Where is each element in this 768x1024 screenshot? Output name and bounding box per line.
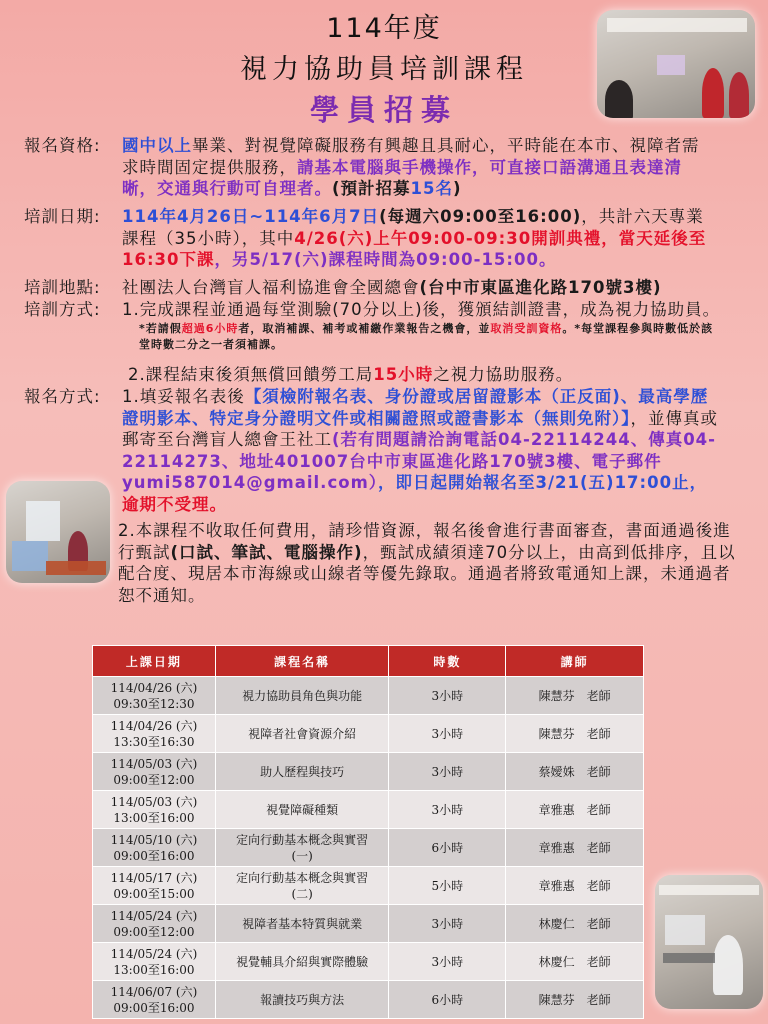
course-line: 助人歷程與技巧 <box>260 764 345 779</box>
dates-note: ，另5/17(六)課程時間為09:00-15:00。 <box>214 250 557 269</box>
dates-label: 培訓日期: <box>24 207 101 226</box>
time-line: 09:00至12:00 <box>113 924 195 939</box>
course-line: 視障者社會資源介紹 <box>248 726 357 741</box>
course-line: 定向行動基本概念與實習 <box>236 832 369 847</box>
cell-teacher: 章雅惠 老師 <box>506 867 644 905</box>
method-item-2-text: 2.課程結束後須無償回饋勞工局 <box>128 365 374 384</box>
page-title-recruit: 學員招募 <box>309 93 458 127</box>
apply-item-2 <box>118 520 743 606</box>
date-line: 114/05/24 (六) <box>110 946 198 961</box>
cell-hours: 3小時 <box>389 753 506 791</box>
dates-text: ，共計六天專業課程（35小時），其中 <box>122 207 704 248</box>
cell-hours: 3小時 <box>389 715 506 753</box>
course-line-2: (一) <box>291 848 313 863</box>
cell-teacher: 林慶仁 老師 <box>506 905 644 943</box>
time-line: 09:30至12:30 <box>113 696 195 711</box>
eligibility-quota-close: ) <box>453 179 462 198</box>
cell-date <box>93 943 216 981</box>
cell-date <box>93 829 216 867</box>
apply-contact[interactable]: (若有問題請洽詢電話04-22114244、傳真04-22114273、地址401007台中市東區進化路170號3樓、電子郵件yumi587014@gmail.com） <box>122 430 717 492</box>
table-row <box>93 677 644 715</box>
method-note-2: 者，取消補課、補考或補繳作業報告之機會，並 <box>238 321 491 335</box>
section-dates <box>24 206 714 271</box>
classroom-photo-bottom-right <box>655 875 763 1009</box>
method-item-1: 1.完成課程並通過每堂測驗(70分以上)後，獲頒結訓證書，成為視力協助員。 <box>122 300 721 319</box>
eligibility-label: 報名資格: <box>24 136 101 155</box>
apply-late: 逾期不受理。 <box>122 494 227 514</box>
time-line: 13:30至16:30 <box>113 734 195 749</box>
cell-teacher: 陳慧芬 老師 <box>506 981 644 1019</box>
location-label: 培訓地點: <box>24 278 101 297</box>
table-row <box>93 715 644 753</box>
apply-deadline: ，即日起開始報名至3/21(五)17:00止， <box>378 473 708 492</box>
apply-documents: 【須檢附報名表、身份證或居留證影本（正反面)、最高學歷證明影本、特定身分證明文件或相關證照或證書影本（無則免附）】 <box>122 387 709 428</box>
cell-teacher: 蔡嬡姝 老師 <box>506 753 644 791</box>
course-line: 視覺障礙種類 <box>266 802 339 817</box>
cell-course <box>215 791 389 829</box>
cell-course <box>215 905 389 943</box>
eligibility-text: 畢業、對視覺障礙服務有興趣且具耐心，平時能在本市、視障者需求時間固定提供服務， <box>122 136 700 177</box>
schedule-table <box>92 645 644 1019</box>
cell-hours: 3小時 <box>389 943 506 981</box>
time-line: 09:00至16:00 <box>113 1000 195 1015</box>
course-line: 定向行動基本概念與實習 <box>236 870 369 885</box>
method-item-2 <box>128 364 738 386</box>
cell-teacher: 陳慧芬 老師 <box>506 715 644 753</box>
date-line: 114/04/26 (六) <box>110 680 198 695</box>
cell-date <box>93 867 216 905</box>
method-note-3: 。*每堂課程參與時數低於該堂時數二分之一者須補課。 <box>139 321 714 351</box>
time-line: 13:00至16:00 <box>113 962 195 977</box>
table-row <box>93 753 644 791</box>
section-location <box>24 277 754 299</box>
time-line: 09:00至16:00 <box>113 848 195 863</box>
location-address: (台中市東區進化路170號3樓) <box>419 278 662 297</box>
page-title-course: 視力協助員培訓課程 <box>240 54 528 85</box>
date-line: 114/05/03 (六) <box>110 756 198 771</box>
method-item-2-end: 之視力協助服務。 <box>433 365 574 384</box>
cell-date <box>93 981 216 1019</box>
apply-item-2-end: ，甄試成績須達70分以上，由高到低排序，且以配合度、現居本市海線或山線者等優先錄取。通過者將致電通知上課，未通過者恕不通知。 <box>118 542 736 605</box>
section-eligibility <box>24 135 714 200</box>
method-note-1: *若請假 <box>139 321 182 335</box>
dates-range: 114年4月26日~114年6月7日 <box>122 207 380 226</box>
date-line: 114/05/10 (六) <box>110 832 198 847</box>
cell-date <box>93 791 216 829</box>
dates-opening: 4/26(六)上午09:00-09:30開訓典禮，當天延後至16:30下課 <box>122 228 707 269</box>
date-line: 114/05/03 (六) <box>110 794 198 809</box>
eligibility-skills: 請基本電腦與手機操作，可直接口語溝通且表達清晰，交通與行動可自理者。 <box>122 157 682 198</box>
table-row <box>93 791 644 829</box>
table-row <box>93 867 644 905</box>
date-line: 114/05/17 (六) <box>110 870 198 885</box>
course-line: 視覺輔具介紹與實際體驗 <box>236 954 369 969</box>
course-line-2: (二) <box>291 886 313 901</box>
table-row <box>93 829 644 867</box>
cell-course <box>215 867 389 905</box>
eligibility-education: 國中以上 <box>122 136 192 155</box>
cell-hours: 3小時 <box>389 677 506 715</box>
cell-course <box>215 829 389 867</box>
cell-course <box>215 677 389 715</box>
apply-submit: ，並傳真或郵寄至台灣盲人總會王社工 <box>122 408 718 449</box>
cell-course <box>215 943 389 981</box>
page-title-year: 114年度 <box>326 13 442 44</box>
table-row <box>93 905 644 943</box>
cell-teacher: 林慶仁 老師 <box>506 943 644 981</box>
schedule-header-teacher: 講師 <box>506 646 644 677</box>
apply-item-1: 1.填妥報名表後 <box>122 387 245 406</box>
date-line: 114/06/07 (六) <box>110 984 198 999</box>
location-org: 社團法人台灣盲人福利協進會全國總會 <box>122 278 420 297</box>
method-note-cancel: 取消受訓資格 <box>490 321 563 335</box>
time-line: 13:00至16:00 <box>113 810 195 825</box>
course-line: 視障者基本特質與就業 <box>242 916 363 931</box>
cell-course <box>215 715 389 753</box>
cell-date <box>93 905 216 943</box>
course-line: 報讀技巧與方法 <box>260 992 345 1007</box>
dates-weekly: (每週六09:00至16:00) <box>379 207 582 226</box>
method-label: 培訓方式: <box>24 300 101 319</box>
eligibility-quota: 15名 <box>410 179 454 198</box>
cell-date <box>93 715 216 753</box>
apply-label: 報名方式: <box>24 387 101 406</box>
table-row <box>93 981 644 1019</box>
cell-course <box>215 753 389 791</box>
cell-hours: 5小時 <box>389 867 506 905</box>
course-line: 視力協助員角色與功能 <box>242 688 363 703</box>
cell-hours: 6小時 <box>389 829 506 867</box>
eligibility-quota-open: (預計招募 <box>332 179 411 198</box>
cell-teacher: 章雅惠 老師 <box>506 829 644 867</box>
cell-hours: 3小時 <box>389 791 506 829</box>
cell-course <box>215 981 389 1019</box>
schedule-header-date: 上課日期 <box>93 646 216 677</box>
time-line: 09:00至15:00 <box>113 886 195 901</box>
method-item-2-hours: 15小時 <box>373 365 434 384</box>
time-line: 09:00至12:00 <box>113 772 195 787</box>
method-note-hours: 超過6小時 <box>181 321 239 335</box>
section-apply <box>24 386 724 515</box>
schedule-header-row <box>93 646 644 677</box>
date-line: 114/04/26 (六) <box>110 718 198 733</box>
schedule-header-course: 課程名稱 <box>215 646 389 677</box>
apply-exam-types: (口試、筆試、電腦操作) <box>170 542 363 562</box>
apply-item-2-text: 2.本課程不收取任何費用，請珍惜資源，報名後會進行書面審查，書面通過後進行甄試 <box>118 521 731 562</box>
section-method <box>24 299 724 353</box>
date-line: 114/05/24 (六) <box>110 908 198 923</box>
cell-date <box>93 677 216 715</box>
table-row <box>93 943 644 981</box>
cell-teacher: 陳慧芬 老師 <box>506 677 644 715</box>
cell-hours: 3小時 <box>389 905 506 943</box>
cell-teacher: 章雅惠 老師 <box>506 791 644 829</box>
cell-hours: 6小時 <box>389 981 506 1019</box>
schedule-header-hours: 時數 <box>389 646 506 677</box>
cell-date <box>93 753 216 791</box>
